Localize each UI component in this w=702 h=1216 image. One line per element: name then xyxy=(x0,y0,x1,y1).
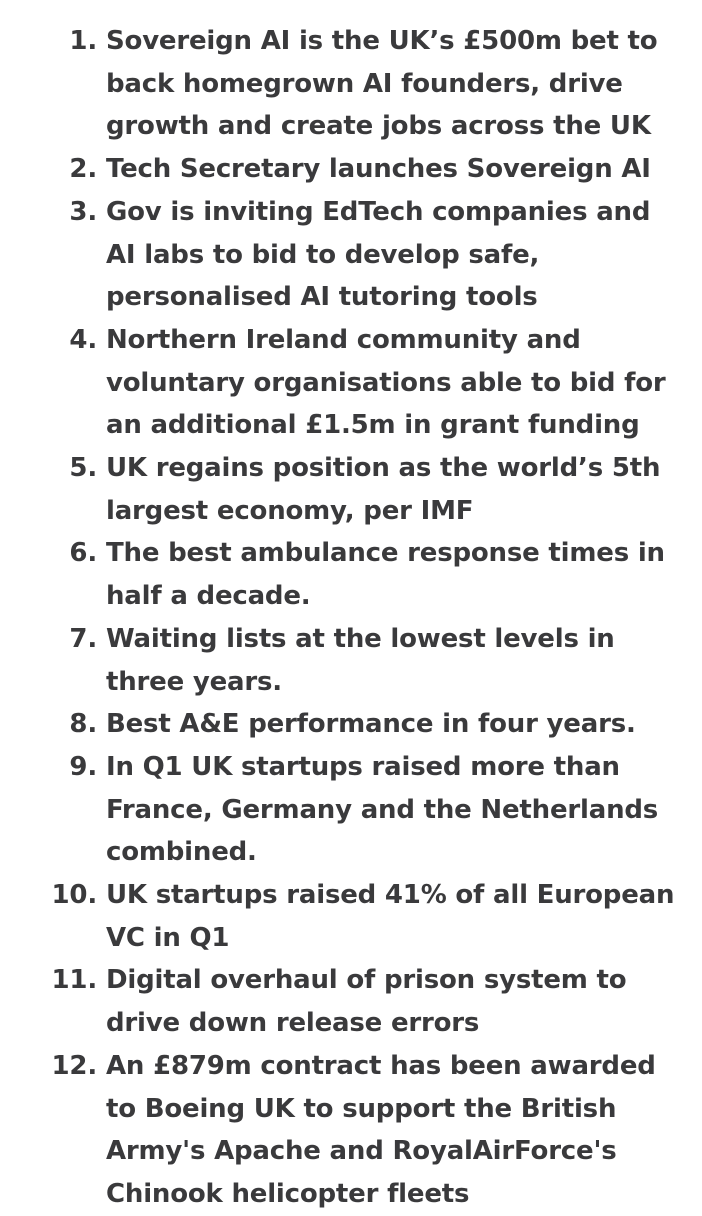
list-item-line: personalised AI tutoring tools xyxy=(106,282,538,313)
list-item xyxy=(0,447,702,532)
list-item-number: 6. xyxy=(69,538,97,569)
list-item-line: back homegrown AI founders, drive xyxy=(106,68,623,99)
list-item-line: half a decade. xyxy=(106,581,311,612)
list-item-number: 2. xyxy=(69,154,97,185)
list-item xyxy=(0,148,702,191)
list-item-line: Army's Apache and RoyalAirForce's xyxy=(106,1136,617,1167)
list-item-line: VC in Q1 xyxy=(106,922,230,953)
list-item-line: Chinook helicopter fleets xyxy=(106,1178,470,1209)
list-item-number: 12. xyxy=(51,1050,97,1081)
list-item xyxy=(0,874,702,959)
list-item-line: Tech Secretary launches Sovereign AI xyxy=(106,154,651,185)
list-item-line: UK regains position as the world’s 5th xyxy=(106,453,661,484)
list-item-line: combined. xyxy=(106,837,257,868)
list-item-line: largest economy, per IMF xyxy=(106,495,474,526)
list-item-line: France, Germany and the Netherlands xyxy=(106,794,659,825)
list-item xyxy=(0,319,702,447)
list-item xyxy=(0,191,702,319)
list-item-line: an additional £1.5m in grant funding xyxy=(106,410,640,441)
list-item xyxy=(0,959,702,1044)
list-item-number: 1. xyxy=(69,26,97,56)
list-item-number: 9. xyxy=(69,751,97,782)
list-item-line: voluntary organisations able to bid for xyxy=(106,367,666,398)
list-item-number: 4. xyxy=(69,324,97,355)
list-item-number: 10. xyxy=(51,880,97,911)
list-item-line: Northern Ireland community and xyxy=(106,324,581,355)
list-item xyxy=(0,746,702,874)
list-item xyxy=(0,618,702,703)
list-item-number: 8. xyxy=(69,709,97,740)
list-item-line: An £879m contract has been awarded xyxy=(106,1050,656,1081)
list-item-line: Digital overhaul of prison system to xyxy=(106,965,627,996)
list-item-number: 5. xyxy=(69,453,97,484)
list-item-line: Gov is inviting EdTech companies and xyxy=(106,196,651,227)
list-item-number: 3. xyxy=(69,196,97,227)
list-item xyxy=(0,20,702,148)
list-item-line: The best ambulance response times in xyxy=(106,538,665,569)
list-item-line: AI labs to bid to develop safe, xyxy=(106,239,540,270)
list-item xyxy=(0,703,702,746)
list-item-line: Waiting lists at the lowest levels in xyxy=(106,623,615,654)
list-item-line: to Boeing UK to support the British xyxy=(106,1093,617,1124)
list-item-number: 11. xyxy=(51,965,97,996)
list-item-line: Sovereign AI is the UK’s £500m bet to xyxy=(106,26,658,56)
list-item-line: Best A&E performance in four years. xyxy=(106,709,636,740)
list-item-line: three years. xyxy=(106,666,282,697)
list-item-line: UK startups raised 41% of all European xyxy=(106,880,675,911)
numbered-list xyxy=(0,20,702,1216)
list-item xyxy=(0,532,702,617)
list-item-number: 7. xyxy=(69,623,97,654)
list-item-line: growth and create jobs across the UK xyxy=(106,111,651,142)
list-item-line: drive down release errors xyxy=(106,1008,480,1039)
list-item-line: In Q1 UK startups raised more than xyxy=(106,751,620,782)
list-item xyxy=(0,1045,702,1216)
